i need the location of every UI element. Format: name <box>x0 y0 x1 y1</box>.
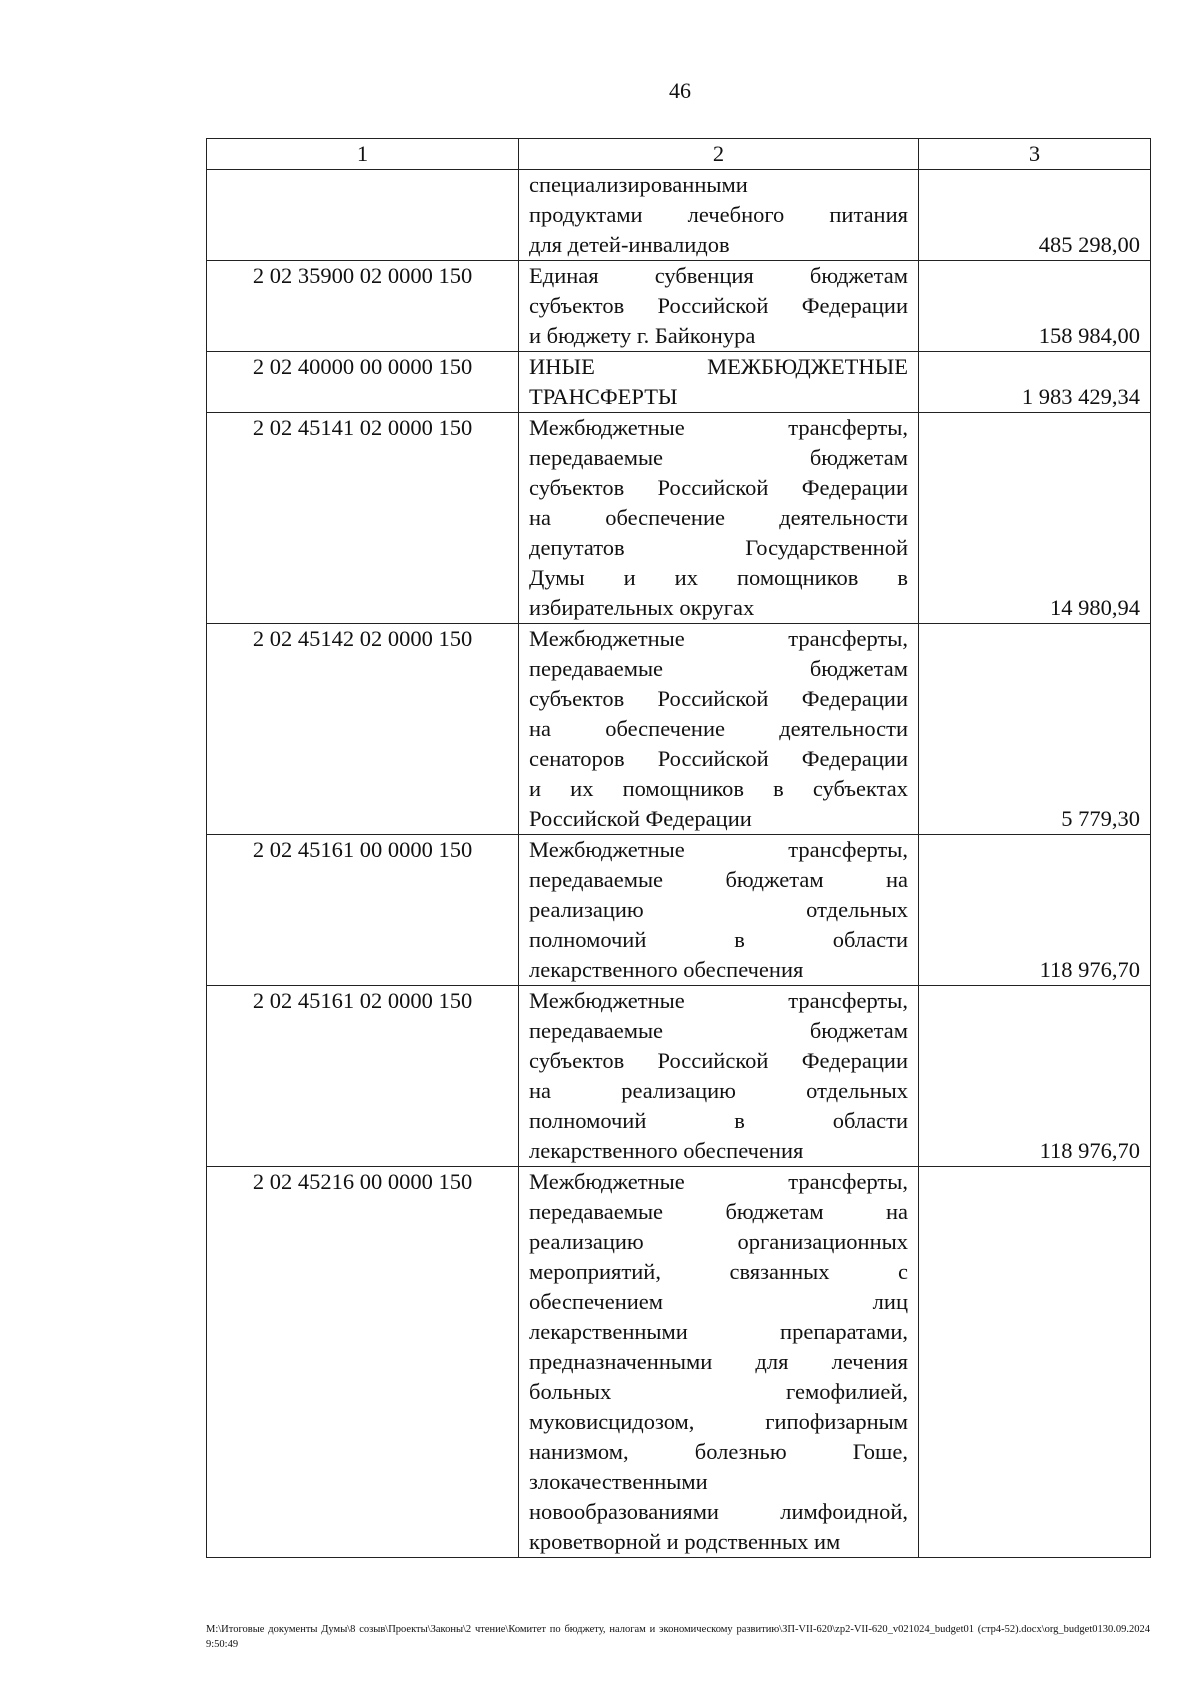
item-name-line: Думы и их помощников в <box>529 565 908 590</box>
item-name-cell <box>519 624 919 835</box>
item-name-line: передаваемые бюджетам на <box>529 1199 908 1224</box>
budget-code-cell: 2 02 45141 02 0000 150 <box>207 413 519 624</box>
item-name-line: передаваемые бюджетам на <box>529 867 908 892</box>
item-name-line: злокачественными <box>529 1469 708 1494</box>
item-name-line: лекарственного обеспечения <box>529 957 804 982</box>
item-name-line: Межбюджетные трансферты, <box>529 1169 908 1194</box>
budget-code-cell: 2 02 45216 00 0000 150 <box>207 1167 519 1558</box>
item-name-line: и бюджету г. Байконура <box>529 323 756 348</box>
column-header-1: 1 <box>207 139 519 170</box>
item-name-line: ТРАНСФЕРТЫ <box>529 384 678 409</box>
item-name-line: и их помощников в субъектах <box>529 776 908 801</box>
item-name-line: субъектов Российской Федерации <box>529 293 908 318</box>
item-name-line: новообразованиями лимфоидной, <box>529 1499 908 1524</box>
item-name-line: нанизмом, болезнью Гоше, <box>529 1439 908 1464</box>
file-path-footer: M:\Итоговые документы Думы\8 созыв\Проекты\Законы\2 чтение\Комитет по бюджету, налогам и экономическому развитию\ЗП-VII-620\zp2-VII-620_v021024_budget01 (стр4-52).docx\org_budget0130.09.2024 9:50:49 <box>206 1624 1150 1650</box>
item-name-line: мероприятий, связанных с <box>529 1259 908 1284</box>
item-name-line: продуктами лечебного питания <box>529 202 908 227</box>
item-name-line: специализированными <box>529 172 748 197</box>
amount-cell: 1 983 429,34 <box>919 352 1151 413</box>
item-name-line: Межбюджетные трансферты, <box>529 988 908 1013</box>
item-name-line: на обеспечение деятельности <box>529 716 908 741</box>
item-name-line: Межбюджетные трансферты, <box>529 837 908 862</box>
item-name-line: на реализацию отдельных <box>529 1078 908 1103</box>
item-name-line: субъектов Российской Федерации <box>529 1048 908 1073</box>
budget-table <box>206 138 1151 1558</box>
item-name-line: субъектов Российской Федерации <box>529 686 908 711</box>
item-name-line: сенаторов Российской Федерации <box>529 746 908 771</box>
item-name-cell <box>519 835 919 986</box>
amount-cell: 118 976,70 <box>919 986 1151 1167</box>
item-name-line: избирательных округах <box>529 595 755 620</box>
item-name-cell <box>519 170 919 261</box>
item-name-line: полномочий в области <box>529 927 908 952</box>
item-name-cell <box>519 986 919 1167</box>
item-name-line: полномочий в области <box>529 1108 908 1133</box>
amount-cell: 158 984,00 <box>919 261 1151 352</box>
page-number: 46 <box>669 78 691 103</box>
item-name-line: Российской Федерации <box>529 806 752 831</box>
column-header-2: 2 <box>519 139 919 170</box>
amount-cell <box>919 1167 1151 1558</box>
budget-code-cell: 2 02 35900 02 0000 150 <box>207 261 519 352</box>
item-name-line: больных гемофилией, <box>529 1379 908 1404</box>
table-header-row <box>207 139 1151 170</box>
amount-cell: 5 779,30 <box>919 624 1151 835</box>
item-name-line: субъектов Российской Федерации <box>529 475 908 500</box>
table-row <box>207 413 1151 624</box>
amount-cell: 485 298,00 <box>919 170 1151 261</box>
item-name-line: Единая субвенция бюджетам <box>529 263 908 288</box>
item-name-line: Межбюджетные трансферты, <box>529 626 908 651</box>
item-name-line: обеспечением лиц <box>529 1289 908 1314</box>
amount-cell: 14 980,94 <box>919 413 1151 624</box>
budget-code-cell: 2 02 45161 00 0000 150 <box>207 835 519 986</box>
item-name-line: Межбюджетные трансферты, <box>529 415 908 440</box>
item-name-line: передаваемые бюджетам <box>529 1018 908 1043</box>
item-name-line: лекарственного обеспечения <box>529 1138 804 1163</box>
item-name-line: реализацию организационных <box>529 1229 908 1254</box>
column-header-3: 3 <box>919 139 1151 170</box>
item-name-line: передаваемые бюджетам <box>529 656 908 681</box>
budget-code-cell: 2 02 45142 02 0000 150 <box>207 624 519 835</box>
item-name-line: лекарственными препаратами, <box>529 1319 908 1344</box>
item-name-cell <box>519 413 919 624</box>
item-name-line: для детей-инвалидов <box>529 232 730 257</box>
item-name-cell <box>519 1167 919 1558</box>
table-row <box>207 261 1151 352</box>
table-row <box>207 170 1151 261</box>
item-name-line: депутатов Государственной <box>529 535 908 560</box>
table-row <box>207 986 1151 1167</box>
item-name-line: ИНЫЕ МЕЖБЮДЖЕТНЫЕ <box>529 354 908 379</box>
table-row <box>207 835 1151 986</box>
item-name-line: кроветворной и родственных им <box>529 1529 841 1554</box>
table-row <box>207 624 1151 835</box>
item-name-line: передаваемые бюджетам <box>529 445 908 470</box>
item-name-line: на обеспечение деятельности <box>529 505 908 530</box>
amount-cell: 118 976,70 <box>919 835 1151 986</box>
item-name-line: муковисцидозом, гипофизарным <box>529 1409 908 1434</box>
budget-code-cell: 2 02 45161 02 0000 150 <box>207 986 519 1167</box>
item-name-line: реализацию отдельных <box>529 897 908 922</box>
budget-code-cell <box>207 170 519 261</box>
table-row <box>207 1167 1151 1558</box>
item-name-cell <box>519 261 919 352</box>
item-name-cell <box>519 352 919 413</box>
table-body <box>207 139 1151 1558</box>
table-row <box>207 352 1151 413</box>
item-name-line: предназначенными для лечения <box>529 1349 908 1374</box>
budget-code-cell: 2 02 40000 00 0000 150 <box>207 352 519 413</box>
